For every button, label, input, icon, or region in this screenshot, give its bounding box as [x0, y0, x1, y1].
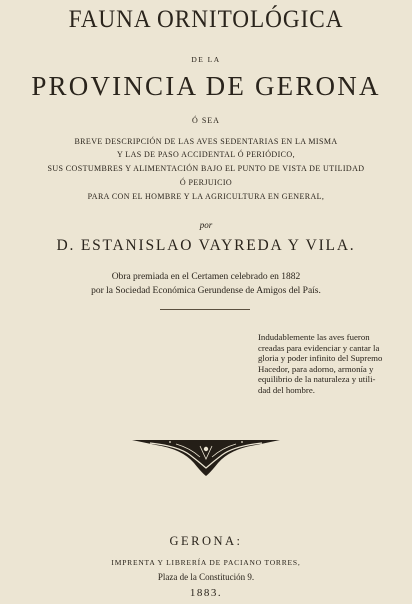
imprint-city: GERONA:: [169, 534, 243, 548]
title-connector: DE LA: [191, 55, 221, 64]
epigraph-line: creadas para evidenciar y cantar la: [258, 342, 380, 353]
title-line-2: PROVINCIA DE GERONA: [31, 71, 381, 101]
epigraph-line: dad del hombre.: [258, 384, 315, 395]
description-line: SUS COSTUMBRES Y ALIMENTACIÓN BAJO EL PUNTO DE VISTA DE UTILIDAD: [47, 164, 365, 173]
imprint-publisher: IMPRENTA Y LIBRERÍA DE PACIANO TORRES,: [111, 558, 301, 567]
description-line: PARA CON EL HOMBRE Y LA AGRICULTURA EN GENERAL,: [87, 192, 325, 201]
description-line: BREVE DESCRIPCIÓN DE LAS AVES SEDENTARIAS EN LA MISMA: [74, 137, 338, 146]
by-label: por: [199, 220, 213, 230]
imprint-year: 1883.: [189, 587, 223, 599]
prize-note-line-1: Obra premiada en el Certamen celebrado en 1882: [111, 272, 301, 282]
imprint-address: Plaza de la Constitución 9.: [157, 572, 255, 582]
description-line: Ó PERJUICIO: [179, 178, 233, 187]
epigraph-line: Hacedor, para adorno, armonía y: [258, 363, 374, 374]
author-name: D. ESTANISLAO VAYREDA Y VILA.: [56, 237, 356, 254]
epigraph-line: equilibrio de la naturaleza y utili-: [258, 374, 376, 385]
title-line-1: FAUNA ORNITOLÓGICA: [68, 6, 344, 33]
epigraph-line: gloria y poder infinito del Supremo: [258, 353, 383, 364]
divider-rule: [160, 309, 250, 310]
epigraph: [258, 332, 396, 396]
prize-note-line-2: por la Sociedad Económica Gerundense de Amigos del País.: [91, 286, 321, 296]
description-line: Y LAS DE PASO ACCIDENTAL Ó PERIÓDICO,: [117, 150, 295, 159]
decorative-fleuron-icon: [130, 437, 282, 477]
o-sea: Ó SEA: [192, 116, 220, 125]
epigraph-line: Indudablemente las aves fueron: [258, 332, 370, 342]
